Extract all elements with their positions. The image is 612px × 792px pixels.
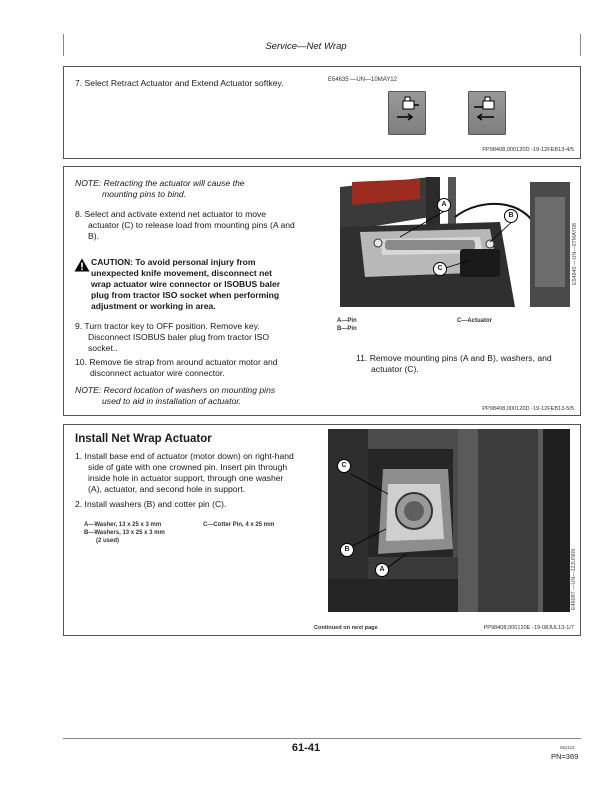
step-8-line2: actuator (C) to release load from mounting pins (A and — [88, 220, 295, 230]
section-softkey-step — [63, 66, 581, 159]
ref-code-1: PP98408,000120D -19-12FEB13-4/5 — [482, 147, 574, 153]
step-8 — [75, 209, 337, 242]
actuator-install-illustration — [328, 429, 570, 612]
actuator-removal-illustration — [340, 177, 570, 307]
caution-line3: wrap actuator wire connector or ISOBUS baler — [91, 279, 281, 289]
step-9-line1: 9. Turn tractor key to OFF position. Remove key. — [75, 321, 260, 331]
install-step-1-line4: (A), actuator, and second hole in support. — [88, 484, 246, 494]
legend-a-pin: A—Pin — [337, 318, 357, 324]
callout-a-washer: A — [375, 563, 389, 577]
legend-cotter-pin-c: C—Cotter Pin, 4 x 25 mm — [203, 522, 275, 528]
caution-line5: adjustment or working in area. — [91, 301, 216, 311]
image-ref-softkey: E64635 —UN—10MAY12 — [328, 77, 397, 83]
actuator-install-photo — [328, 429, 570, 612]
note-retracting — [75, 178, 325, 200]
callout-b: B — [504, 209, 518, 223]
page-number: 61-41 — [291, 742, 321, 754]
callout-b-washers: B — [340, 543, 354, 557]
note-washers-line1: NOTE: Record location of washers on mounting pins — [75, 385, 276, 395]
step-8-line3: B). — [88, 231, 99, 241]
install-step-2: 2. Install washers (B) and cotter pin (C). — [75, 499, 227, 509]
step-8-line1: 8. Select and activate extend net actuator to move — [75, 209, 267, 219]
extend-actuator-icon — [468, 91, 506, 135]
retract-actuator-softkey — [388, 91, 426, 135]
actuator-removal-photo — [340, 177, 570, 307]
install-step-1 — [75, 451, 337, 495]
install-step-1-line2: side of gate with one crowned pin. Insert pin through — [88, 462, 288, 472]
callout-a: A — [437, 198, 451, 212]
legend-washers-b-count: (2 used) — [96, 538, 120, 544]
step-11-line1: 11. Remove mounting pins (A and B), washers, and — [356, 353, 552, 363]
footer-pn: PN=369 — [551, 752, 579, 761]
step-10-line2: disconnect actuator wire connector. — [90, 368, 225, 378]
callout-c-cotter: C — [337, 459, 351, 473]
step-11 — [356, 353, 578, 375]
step-9 — [75, 321, 337, 354]
note-retracting-line1: NOTE: Retracting the actuator will cause the — [75, 178, 245, 188]
retract-actuator-icon — [388, 91, 426, 135]
step-9-line3: socket.. — [88, 343, 118, 353]
step-9-line2: Disconnect ISOBUS baler plug from tractor ISO — [88, 332, 270, 342]
caution-line1: CAUTION: To avoid personal injury from — [91, 257, 256, 267]
section-remove-actuator — [63, 166, 581, 416]
note-washers-line2: used to aid in installation of actuator. — [102, 396, 242, 406]
note-washers — [75, 385, 337, 407]
legend-washer-a: A—Washer, 13 x 25 x 3 mm — [84, 522, 162, 528]
section-heading: Install Net Wrap Actuator — [75, 433, 212, 445]
step-11-line2: actuator (C). — [371, 364, 419, 374]
step-7-text: 7. Select Retract Actuator and Extend Actuator softkey. — [75, 78, 284, 88]
legend-washers-b: B—Washers, 13 x 25 x 3 mm — [84, 530, 165, 536]
image-ref-install: E46087 —UN—12JUN09 — [571, 548, 577, 610]
ref-code-3: PP98408,000120E -19-08JUL13-1/7 — [483, 625, 574, 631]
caution-text — [91, 257, 341, 312]
note-retracting-line2: mounting pins to bind. — [102, 189, 187, 199]
caution-line2: unexpected knife movement, disconnect net — [91, 268, 272, 278]
install-step-1-line1: 1. Install base end of actuator (motor down) on right-hand — [75, 451, 294, 461]
section-install-actuator — [63, 424, 581, 636]
callout-c: C — [433, 262, 447, 276]
step-10 — [75, 357, 337, 379]
extend-actuator-softkey — [468, 91, 506, 135]
footer-code: 062115 — [560, 745, 575, 750]
image-ref-removal: E54840 —UN—07MAY08 — [572, 223, 578, 285]
legend-b-pin: B—Pin — [337, 326, 357, 332]
page-header-title: Service—Net Wrap — [265, 41, 347, 52]
legend-c-actuator: C—Actuator — [457, 318, 493, 324]
warning-triangle-icon — [74, 258, 90, 272]
caution-line4: plug from tractor ISO socket when performing — [91, 290, 280, 300]
continued-note: Continued on next page — [314, 625, 378, 631]
footer-rule — [63, 738, 581, 739]
step-10-line1: 10. Remove tie strap from around actuator motor and — [75, 357, 278, 367]
install-step-1-line3: inside hole in actuator support, through one washer — [88, 473, 284, 483]
ref-code-2: PP98408,000120D -19-12FEB13-5/5 — [482, 406, 574, 412]
